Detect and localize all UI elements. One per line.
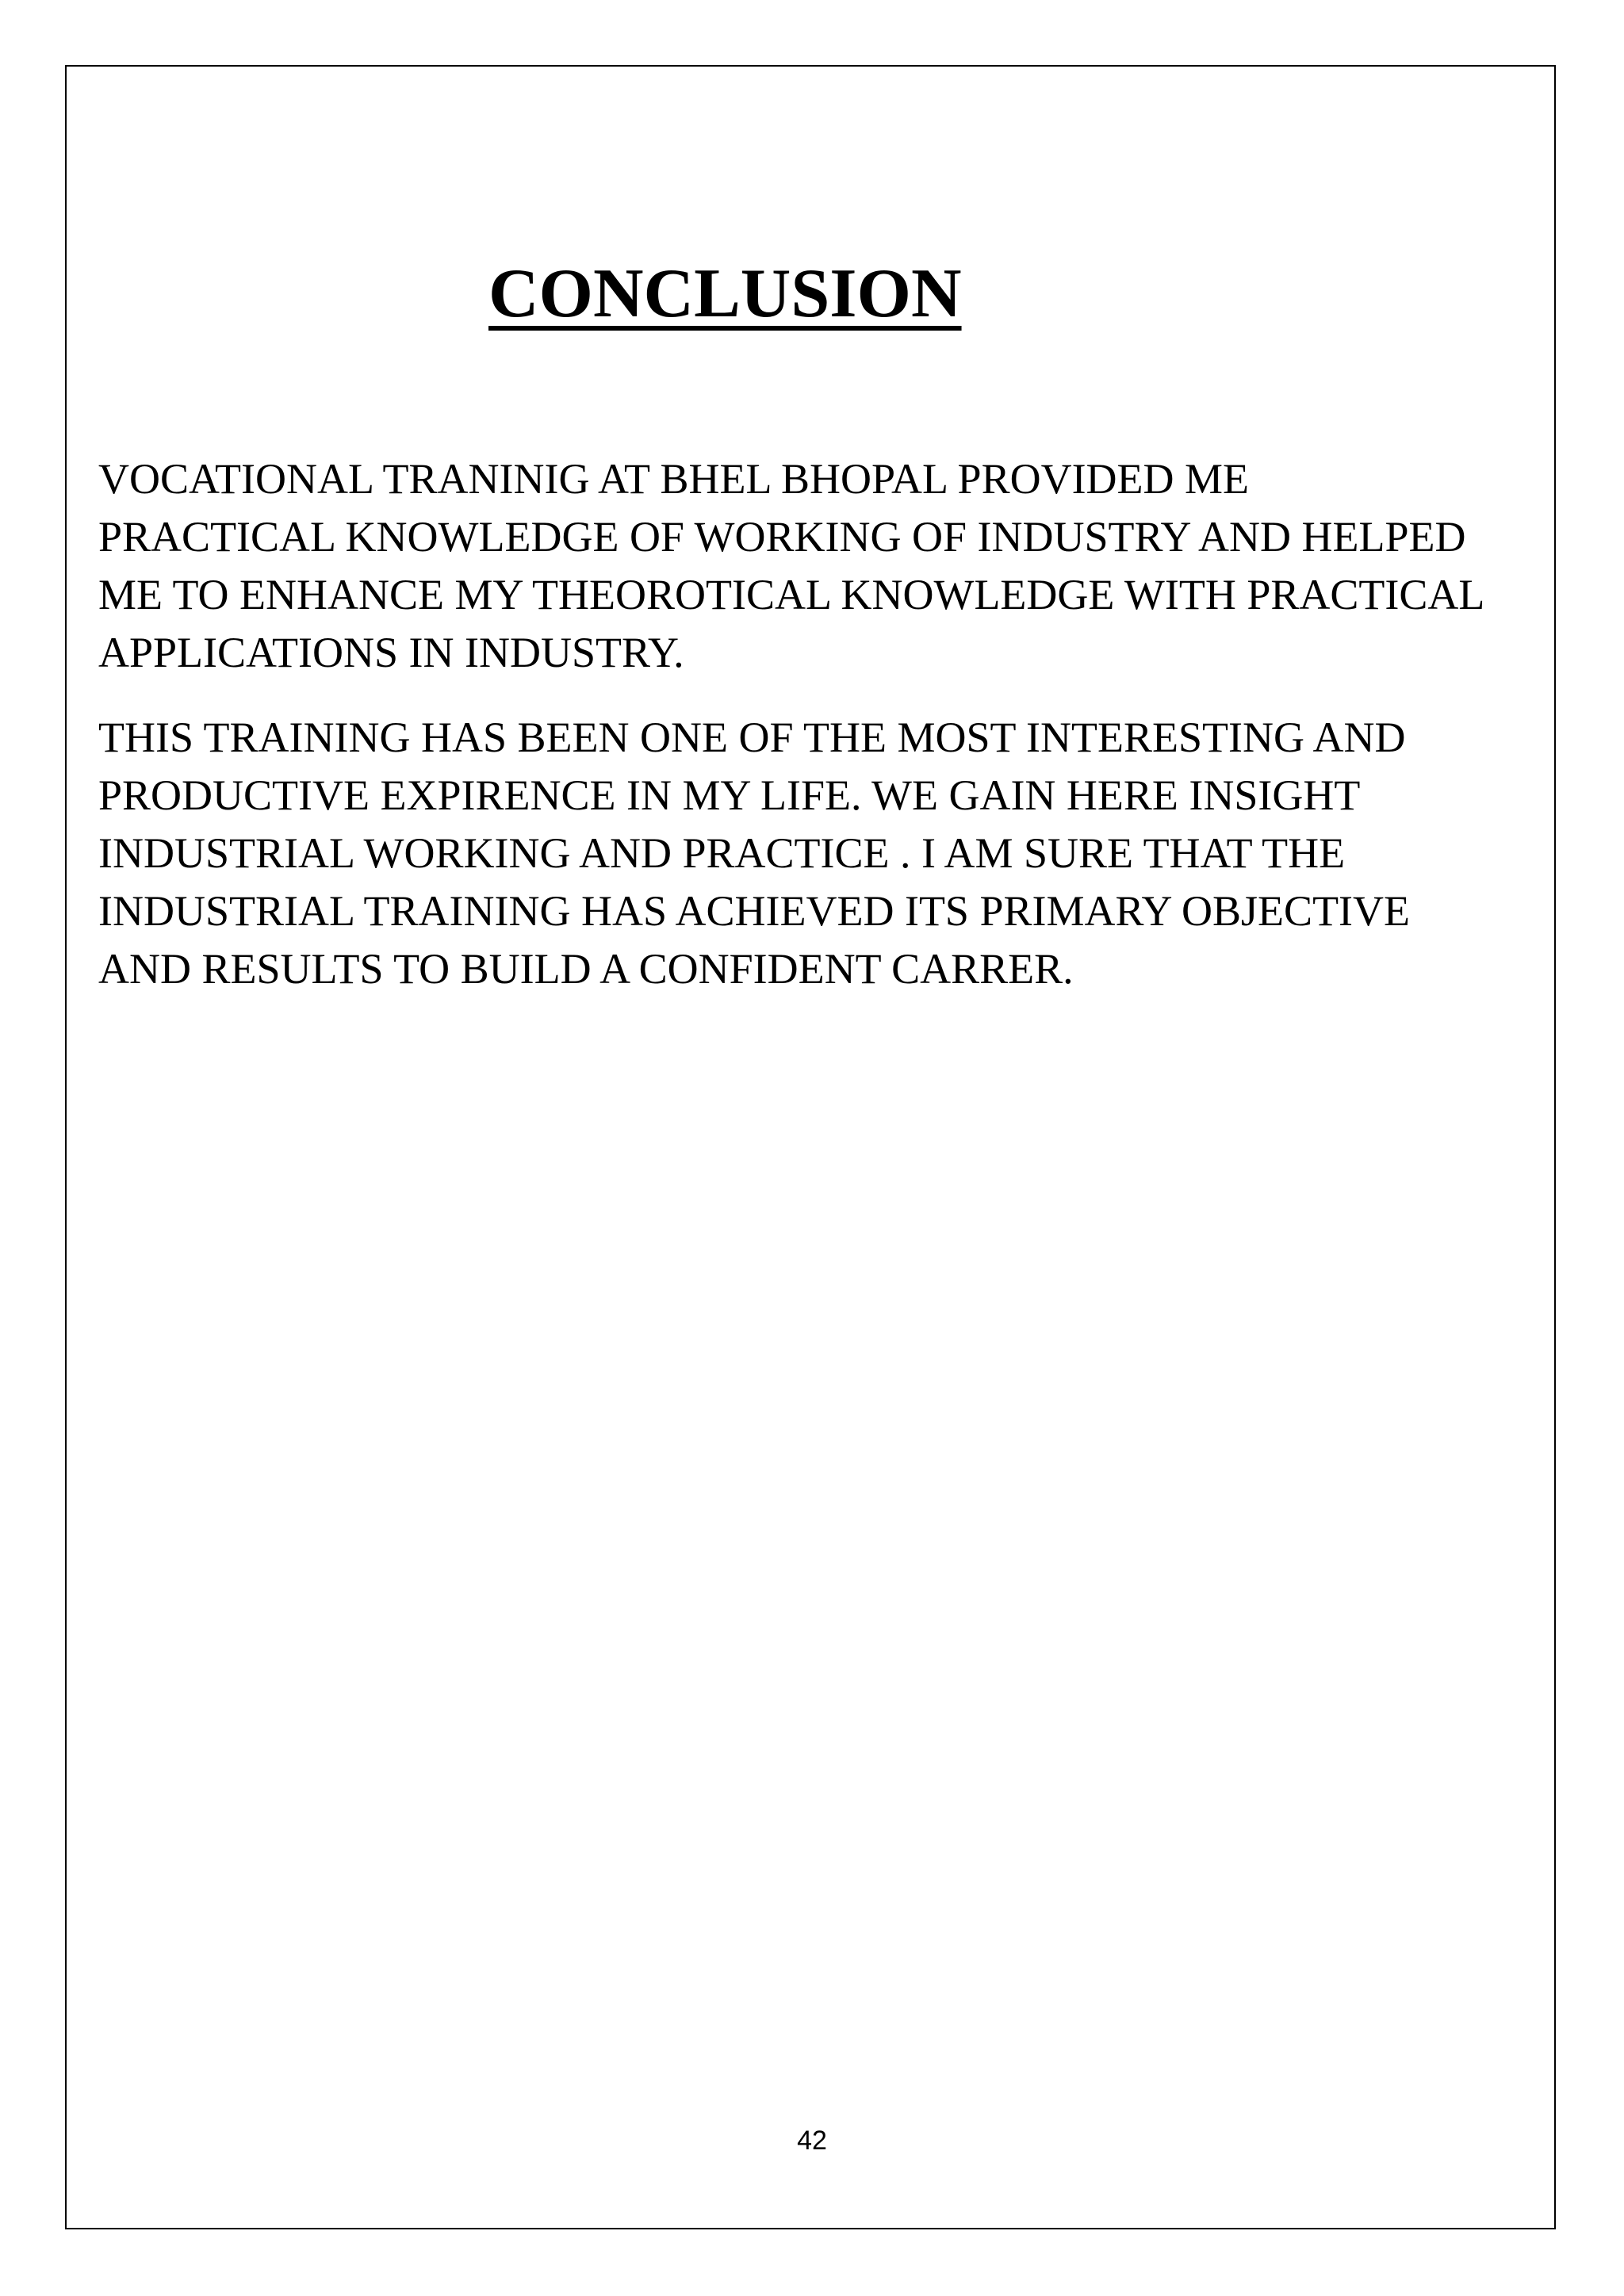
page-border — [65, 65, 1556, 2229]
paragraph-line: THIS TRAINING HAS BEEN ONE OF THE MOST INTERESTING AND — [98, 714, 1406, 761]
paragraph-line: PRACTICAL KNOWLEDGE OF WORKING OF INDUSTRY AND HELPED — [98, 513, 1466, 561]
paragraph-line: ME TO ENHANCE MY THEOROTICAL KNOWLEDGE WITH PRACTICAL — [98, 571, 1485, 618]
paragraph-line: VOCATIONAL TRANINIG AT BHEL BHOPAL PROVIDED ME — [98, 455, 1250, 503]
paragraph-line: INDUSTRIAL TRAINING HAS ACHIEVED ITS PRIMARY OBJECTIVE — [98, 887, 1411, 935]
paragraph-line: AND RESULTS TO BUILD A CONFIDENT CARRER. — [98, 945, 1074, 993]
page-number: 42 — [797, 2126, 827, 2156]
paragraph-line: PRODUCTIVE EXPIRENCE IN MY LIFE. WE GAIN HERE INSIGHT — [98, 771, 1361, 819]
paragraph-1 — [98, 450, 1484, 682]
paragraph-2 — [98, 709, 1410, 998]
paragraph-line: APPLICATIONS IN INDUSTRY. — [98, 629, 684, 676]
paragraph-line: INDUSTRIAL WORKING AND PRACTICE . I AM SURE THAT THE — [98, 829, 1346, 877]
page-title: CONCLUSION — [488, 255, 962, 332]
